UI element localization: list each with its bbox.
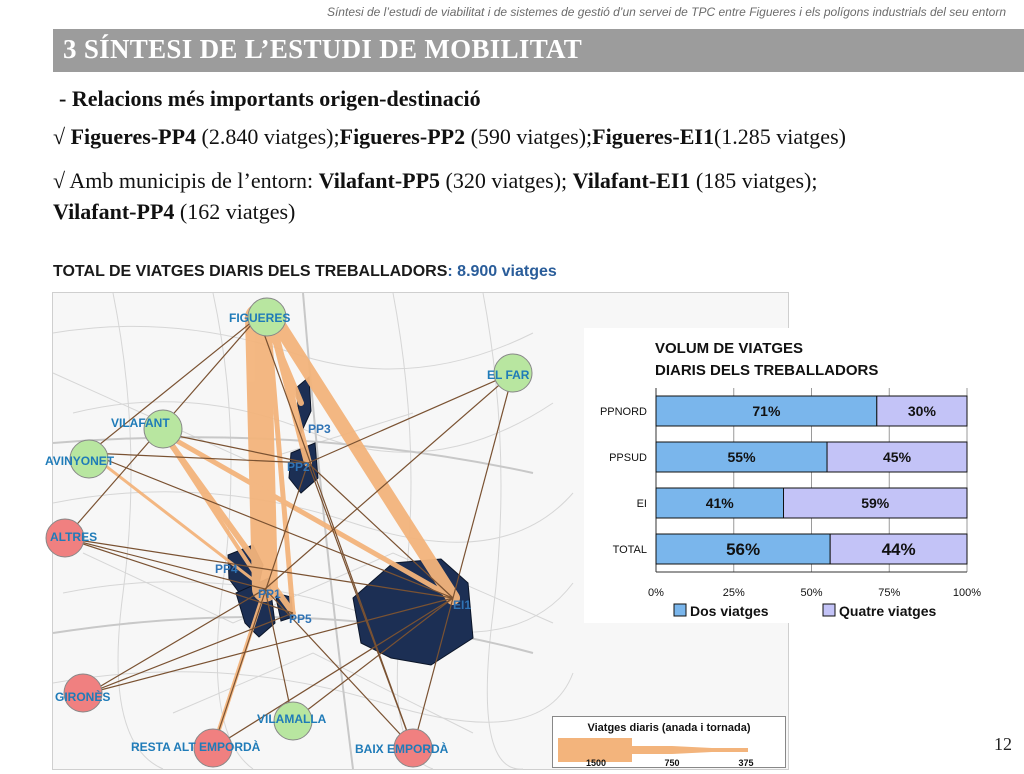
- legend-swatch-quatre: [823, 604, 835, 616]
- section-heading: - Relacions més importants origen-destinació: [59, 86, 481, 111]
- label-el-far: EL FAR: [487, 368, 530, 382]
- scale-value-750: 750: [664, 758, 680, 768]
- od-prefix: √ Amb municipis de l’entorn:: [53, 168, 319, 193]
- od-pair: Figueres-EI1: [592, 124, 714, 149]
- od-pair: Vilafant-PP5: [318, 168, 441, 193]
- legend-label-dos: Dos viatges: [690, 603, 769, 619]
- chart-category-label: PPNORD: [599, 406, 647, 418]
- od-count: (590 viatges);: [465, 124, 593, 149]
- chart-category-label: EI: [636, 498, 647, 510]
- label-baix-emporda: BAIX EMPORDÀ: [355, 742, 449, 756]
- chart-data-label: 59%: [861, 495, 890, 511]
- document-header: Síntesi de l’estudi de viabilitat i de sistemes de gestió d’un servei de TPC entre Figueres i els polígons industrials del seu entorn: [326, 5, 1006, 19]
- od-count: (1.285 viatges): [713, 124, 846, 149]
- label-vilafant: VILAFANT: [111, 416, 170, 430]
- od-count: (320 viatges);: [440, 168, 573, 193]
- chart-category-label: PPSUD: [609, 452, 647, 464]
- chart-x-tick-label: 100%: [952, 587, 982, 599]
- chart-data-label: 45%: [883, 449, 912, 465]
- trips-chart: [584, 328, 984, 623]
- total-trips: [53, 263, 557, 281]
- total-label: TOTAL DE VIATGES DIARIS DELS TREBALLADORS: [53, 263, 448, 280]
- zone-label-pp2: PP2: [287, 460, 310, 474]
- od-line-1: [53, 124, 846, 150]
- chart-data-label: 56%: [726, 540, 761, 559]
- chart-title-line-1: VOLUM DE VIATGES: [655, 340, 804, 357]
- zone-label-pp3: PP3: [308, 422, 331, 436]
- chart-title-line-2: DIARIS DELS TREBALLADORS: [655, 362, 879, 379]
- zone-label-ei1: EI1: [453, 598, 472, 612]
- check-mark: √: [53, 124, 71, 149]
- flow-scale-legend: [552, 716, 786, 768]
- od-pair: Vilafant-EI1: [572, 168, 691, 193]
- zone-label-pp4: PP4: [215, 562, 238, 576]
- legend-label-quatre: Quatre viatges: [839, 603, 937, 619]
- label-altres: ALTRES: [50, 530, 98, 544]
- chart-data-label: 71%: [752, 403, 781, 419]
- title-bar: [53, 29, 1024, 72]
- label-figueres: FIGUERES: [229, 311, 291, 325]
- od-line-2: [53, 165, 1013, 227]
- total-value: : 8.900 viatges: [447, 263, 557, 280]
- label-girones: GIRONÈS: [55, 690, 111, 704]
- od-pair: Vilafant-PP4: [53, 199, 175, 224]
- street-background: [53, 293, 573, 769]
- chart-data-label: 30%: [907, 403, 936, 419]
- od-count: (185 viatges);: [690, 168, 818, 193]
- zone-label-pp5: PP5: [289, 612, 312, 626]
- chart-category-label: TOTAL: [612, 544, 647, 556]
- scale-value-1500: 1500: [585, 758, 607, 768]
- chart-data-label: 41%: [705, 495, 734, 511]
- scale-title: Viatges diaris (anada i tornada): [587, 722, 751, 734]
- label-vilamalla: VILAMALLA: [257, 712, 327, 726]
- chart-data-label: 44%: [881, 540, 916, 559]
- legend-swatch-dos: [674, 604, 686, 616]
- zone-label-pp1: PP1: [258, 587, 281, 601]
- chart-x-tick-label: 25%: [722, 587, 745, 599]
- chart-x-tick-label: 0%: [648, 587, 664, 599]
- chart-data-label: 55%: [727, 449, 756, 465]
- od-count: (2.840 viatges);: [196, 124, 340, 149]
- label-avinyonet: AVINYONET: [45, 454, 115, 468]
- slide-title: 3 SÍNTESI DE L’ESTUDI DE MOBILITAT: [63, 34, 583, 64]
- page-number: 12: [994, 734, 1012, 754]
- od-pair: Figueres-PP4: [70, 124, 197, 149]
- scale-value-375: 375: [738, 758, 754, 768]
- od-count: (162 viatges): [174, 199, 296, 224]
- chart-x-tick-label: 50%: [800, 587, 823, 599]
- od-pair: Figueres-PP2: [339, 124, 466, 149]
- label-resta-alt-emporda: RESTA ALT EMPORDÀ: [131, 740, 261, 754]
- major-flows: [89, 317, 453, 748]
- chart-x-tick-label: 75%: [878, 587, 901, 599]
